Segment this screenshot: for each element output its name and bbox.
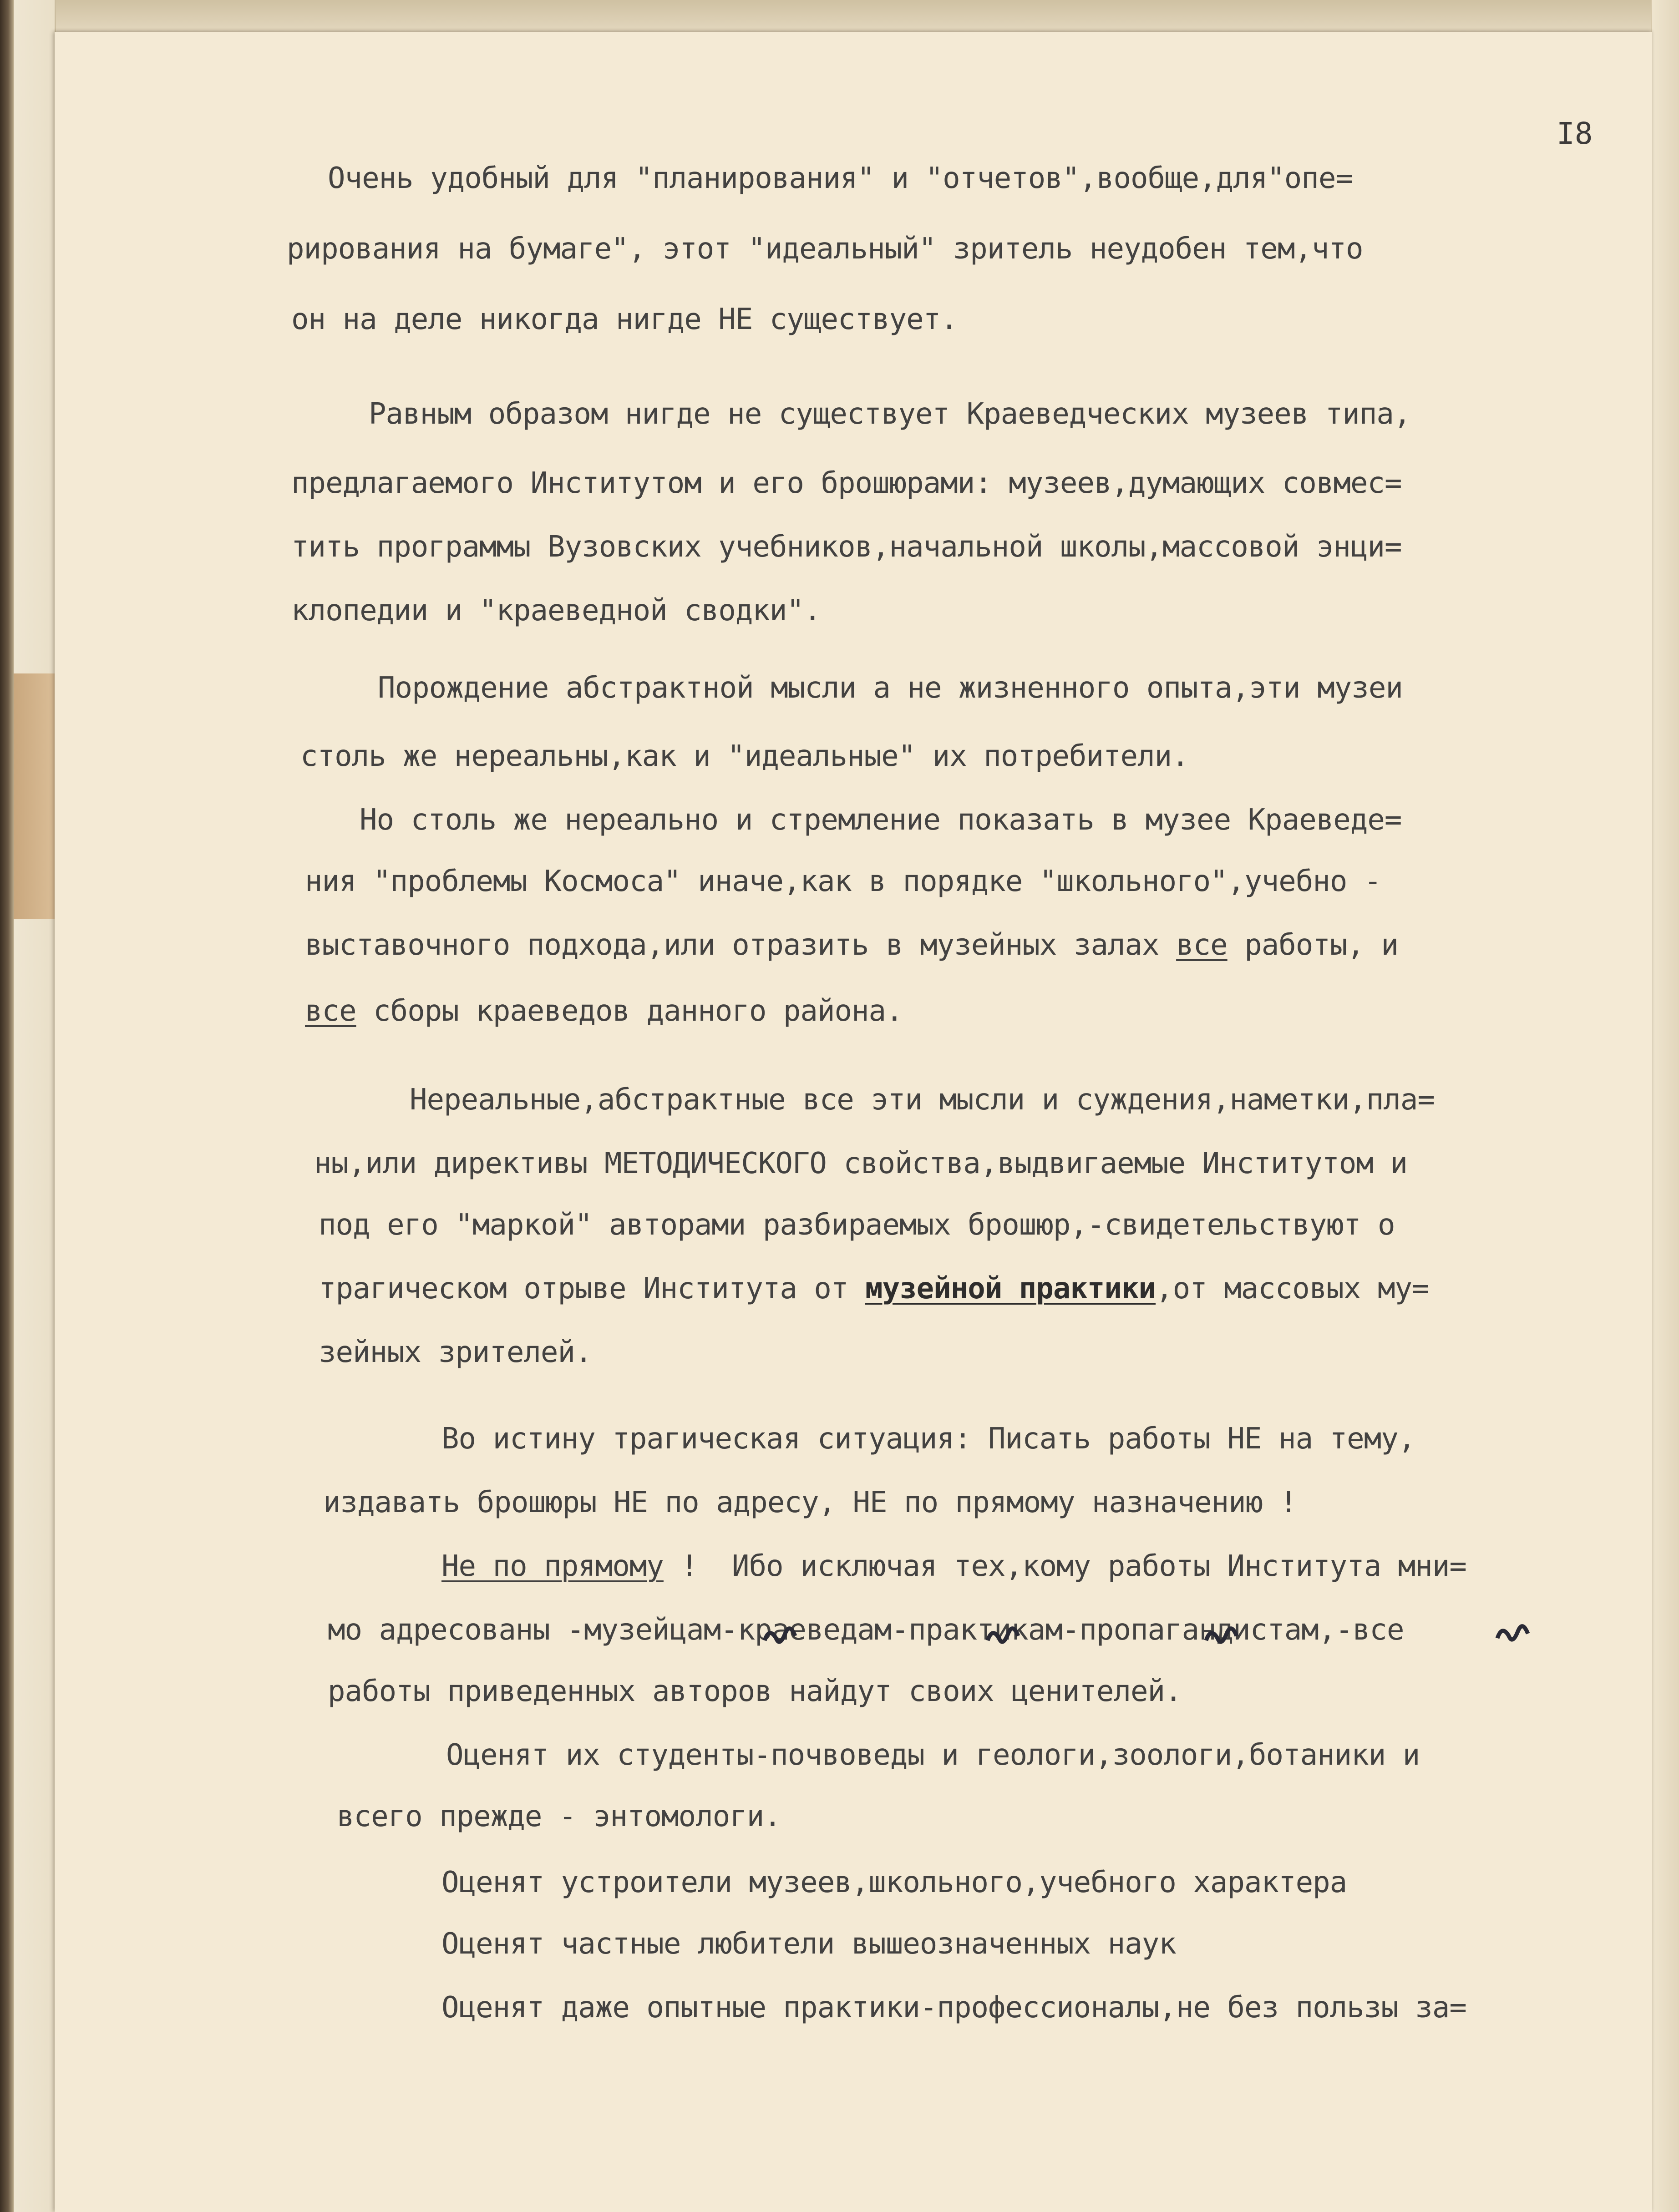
ink-correction-mark	[988, 1629, 1018, 1642]
typewritten-page	[55, 32, 1652, 2212]
text-line: он на деле никогда нигде НЕ существует.	[291, 303, 958, 336]
text-line: Оценят даже опытные практики-профессионалы,не без пользы за=	[441, 1991, 1466, 2025]
top-edge	[0, 0, 1679, 32]
text-line: всего прежде - энтомологи.	[337, 1800, 781, 1833]
text-segment: ,от массовых му=	[1156, 1272, 1429, 1306]
text-line: Порождение абстрактной мысли а не жизненного опыта,эти музеи	[378, 671, 1403, 705]
ink-correction-mark	[1206, 1629, 1237, 1642]
text-line-with-underline	[441, 1549, 1466, 1583]
text-line: клопедии и "краеведной сводки".	[291, 594, 821, 628]
underlined-word: все	[305, 994, 356, 1028]
underlined-word: все	[1176, 928, 1228, 962]
text-line: рирования на бумаге", этот "идеальный" зритель неудобен тем,что	[287, 232, 1363, 266]
paper-tab	[14, 673, 59, 919]
text-segment: ! Ибо исключая тех,кому работы Института мни=	[663, 1549, 1466, 1583]
text-line: Оценят их студенты-почвоведы и геологи,зоологи,ботаники и	[446, 1738, 1420, 1772]
ink-correction-mark	[1497, 1626, 1528, 1640]
text-line: Нереальные,абстрактные все эти мысли и суждения,наметки,пла=	[410, 1083, 1435, 1117]
text-line: издавать брошюры НЕ по адресу, НЕ по прямому назначению !	[323, 1486, 1297, 1519]
text-line: мо адресованы -музейцам-краеведам-практикам-пропагандистам,-все	[328, 1613, 1404, 1647]
text-line-with-underline	[319, 1272, 1429, 1306]
text-line: столь же нереальны,как и "идеальные" их потребители.	[300, 739, 1189, 773]
underlined-phrase: музейной практики	[865, 1272, 1156, 1306]
text-line: работы приведенных авторов найдут своих ценителей.	[328, 1675, 1182, 1708]
text-line: Оценят частные любители вышеозначенных наук	[441, 1927, 1176, 1961]
text-line: предлагаемого Институтом и его брошюрами: музеев,думающих совмес=	[291, 466, 1402, 500]
text-line: Равным образом нигде не существует Краеведческих музеев типа,	[369, 397, 1411, 431]
handwritten-corrections	[746, 1615, 1611, 1656]
underlying-sheet	[14, 0, 56, 2212]
underlined-phrase: Не по прямому	[441, 1549, 664, 1583]
text-segment: трагическом отрыве Института от	[319, 1272, 865, 1306]
text-line: под его "маркой" авторами разбираемых брошюр,-свидетельствуют о	[319, 1208, 1395, 1242]
binding-edge	[0, 0, 14, 2212]
text-line: Во истину трагическая ситуация: Писать работы НЕ на тему,	[441, 1422, 1415, 1456]
text-segment: выставочного подхода,или отразить в музейных залах	[305, 928, 1177, 962]
text-line: ны,или директивы МЕТОДИЧЕСКОГО свойства,выдвигаемые Институтом и	[314, 1147, 1407, 1180]
page-number: I8	[1557, 116, 1593, 151]
text-line: Оценят устроители музеев,школьного,учебного характера	[441, 1866, 1347, 1899]
text-line: Очень удобный для "планирования" и "отчетов",вообще,для"опе=	[328, 162, 1353, 195]
text-line: зейных зрителей.	[319, 1336, 592, 1369]
text-line: ния "проблемы Космоса" иначе,как в порядке "школьного",учебно -	[305, 865, 1381, 898]
text-segment: работы, и	[1227, 928, 1398, 962]
text-line-with-underline	[305, 928, 1398, 962]
text-segment: сборы краеведов данного района.	[356, 994, 903, 1028]
text-line: тить программы Вузовских учебников,начальной школы,массовой энци=	[291, 530, 1402, 564]
text-line: Но столь же нереально и стремление показать в музее Краеведе=	[360, 803, 1402, 837]
right-sheet-edges	[1651, 0, 1679, 2212]
ink-correction-mark	[765, 1629, 795, 1642]
text-line-with-underline	[305, 994, 903, 1028]
